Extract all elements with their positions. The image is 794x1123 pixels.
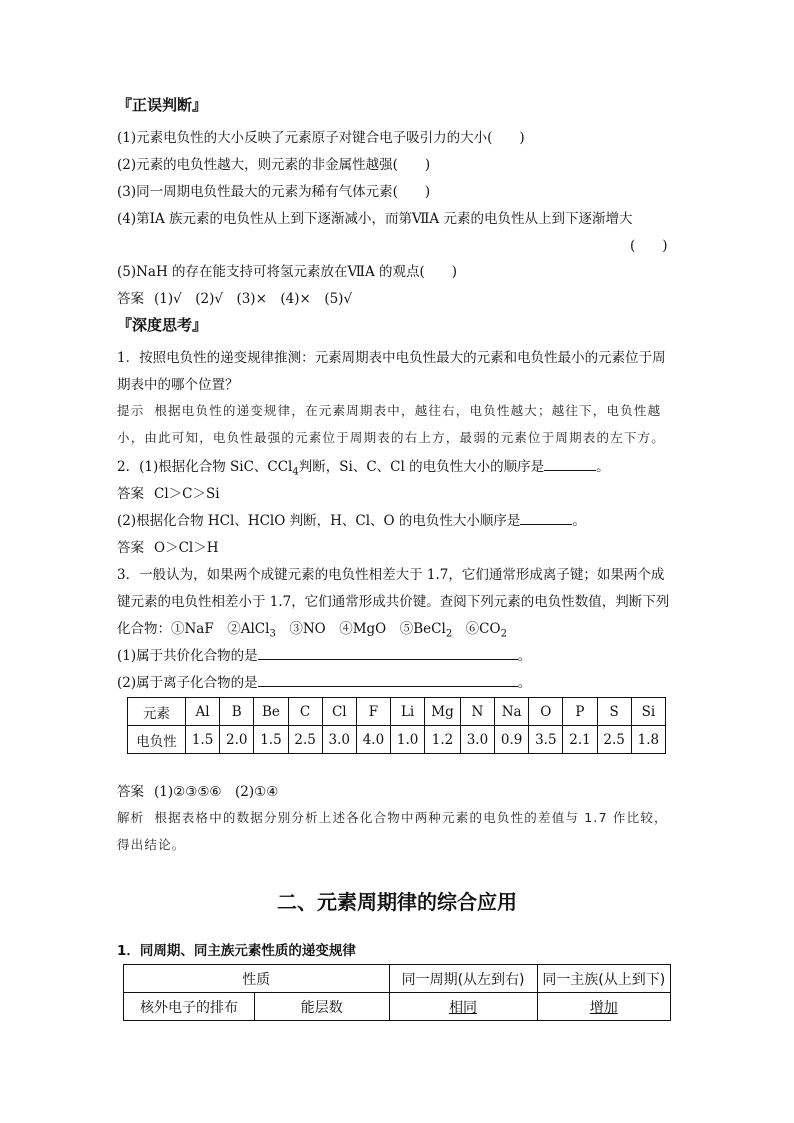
q1-line1: 1．按照电负性的递变规律推测：元素周期表中电负性最大的元素和电负性最小的元素位于周 [117,350,666,366]
answer-blank[interactable] [258,672,518,687]
answer-label: 答案 [117,540,144,556]
a2a: 答案 Cl＞C＞Si [117,486,220,502]
hint-line1: 提示 根据电负性的递变规律，在元素周期表中，越往右，电负性越大；越往下，电负性越 [117,403,662,418]
table-cell: 2.5 [597,726,631,754]
hint-line2: 小，由此可知，电负性最强的元素位于周期表的右上方，最弱的元素位于周期表的左下方。 [117,430,666,445]
table-cell: 1.0 [391,726,425,754]
answer-text: (1)√ (2)√ (3)× (4)× (5)√ [154,291,353,307]
table-cell: 核外电子的排布 [124,993,255,1021]
table-row [128,726,666,754]
table-cell: Si [631,698,665,726]
table-cell: 3.0 [322,726,356,754]
table-cell: 1.2 [425,726,461,754]
table-cell: 2.0 [220,726,254,754]
think-heading: 『深度思考』 [117,316,208,334]
table-cell: 能层数 [255,993,390,1021]
answer-label: 答案 [117,291,144,307]
table-header-cell: 性质 [124,965,390,993]
table-cell: 相同 [389,993,537,1021]
table-cell: N [460,698,494,726]
q3-sub1: (1)属于共价化合物的是 。 [117,644,531,664]
table-header-cell: 同一主族(从上到下) [537,965,670,993]
table-header-cell: 同一周期(从左到右) [389,965,537,993]
q3-line1: 3．一般认为，如果两个成键元素的电负性相差大于 1.7，它们通常形成离子键；如果两个成 [117,567,665,583]
table-row [124,993,671,1021]
judge-item-1: (1)元素电负性的大小反映了元素原子对键合电子吸引力的大小( ) [117,130,525,146]
judge-item-5: (5)NaH 的存在能支持可将氢元素放在ⅦA 的观点( ) [117,264,458,280]
table-cell: S [597,698,631,726]
table-cell: 1.5 [186,726,220,754]
explain-line2: 得出结论。 [117,837,186,852]
table-cell: 2.5 [288,726,322,754]
answer-label: 答案 [117,784,144,800]
judge-item-4-paren: ( ) [630,238,668,254]
q2a: 2．(1)根据化合物 SiC、CCl$_4$判断，Si、C、Cl 的电负性大小的顺序是 。 [117,455,610,478]
q1-line2: 期表中的哪个位置？ [117,377,239,393]
judge-item-4: (4)第ⅠA 族元素的电负性从上到下逐渐减小，而第ⅦA 元素的电负性从上到下逐渐增大 [117,211,633,227]
answer-blank[interactable] [544,456,596,471]
table-cell: Be [254,698,288,726]
table-cell: Mg [425,698,461,726]
table-cell: 0.9 [495,726,529,754]
table-row [128,698,666,726]
point-1-heading: 1．同周期、同主族元素性质的递变规律 [117,943,356,959]
q3-line3: 化合物：①NaF ②AlCl$_3$ ③NO ④MgO ⑤BeCl$_2$ $⑥CO_2$ [117,621,507,640]
table-cell: 4.0 [356,726,390,754]
section-title: 二、元素周期律的综合应用 [277,890,517,914]
table-header-cell: 电负性 [128,726,186,754]
answer-blank[interactable] [520,510,572,525]
q3-line2: 键元素的电负性相差小于 1.7，它们通常形成共价键。查阅下列元素的电负性数值，判断下列 [117,594,670,610]
table-cell: 3.0 [460,726,494,754]
answer-blank[interactable] [258,645,518,660]
table-row [124,965,671,993]
q3-sub2: (2)属于离子化合物的是 。 [117,671,531,691]
a3: 答案 (1)②③⑤⑥ (2)①④ [117,784,279,800]
judge-item-3: (3)同一周期电负性最大的元素为稀有气体元素( ) [117,184,431,200]
table-cell: 2.1 [563,726,597,754]
periodic-law-table [123,964,671,1021]
table-cell: O [529,698,563,726]
table-cell: F [356,698,390,726]
judge-item-2: (2)元素的电负性越大，则元素的非金属性越强( ) [117,157,431,173]
table-cell: B [220,698,254,726]
judge-answer [117,287,352,307]
answer-label: 答案 [117,486,144,502]
table-cell: Cl [322,698,356,726]
table-cell: 增加 [537,993,670,1021]
table-cell: 1.5 [254,726,288,754]
table-cell: Na [495,698,529,726]
table-cell: C [288,698,322,726]
judge-heading: 『正误判断』 [117,96,208,114]
table-header-cell: 元素 [128,698,186,726]
explain-label: 解析 [117,810,145,825]
q2b: (2)根据化合物 HCl、HClO 判断，H、Cl、O 的电负性大小顺序是 。 [117,509,586,529]
a2b: 答案 O＞Cl＞H [117,540,219,556]
table-cell: 1.8 [631,726,665,754]
hint-label: 提示 [117,403,145,418]
table-cell: Al [186,698,220,726]
electronegativity-table [127,697,666,754]
table-cell: 3.5 [529,726,563,754]
table-cell: Li [391,698,425,726]
table-cell: P [563,698,597,726]
explain-line1: 解析 根据表格中的数据分别分析上述各化合物中两种元素的电负性的差值与 1.7 作比较， [117,810,668,825]
